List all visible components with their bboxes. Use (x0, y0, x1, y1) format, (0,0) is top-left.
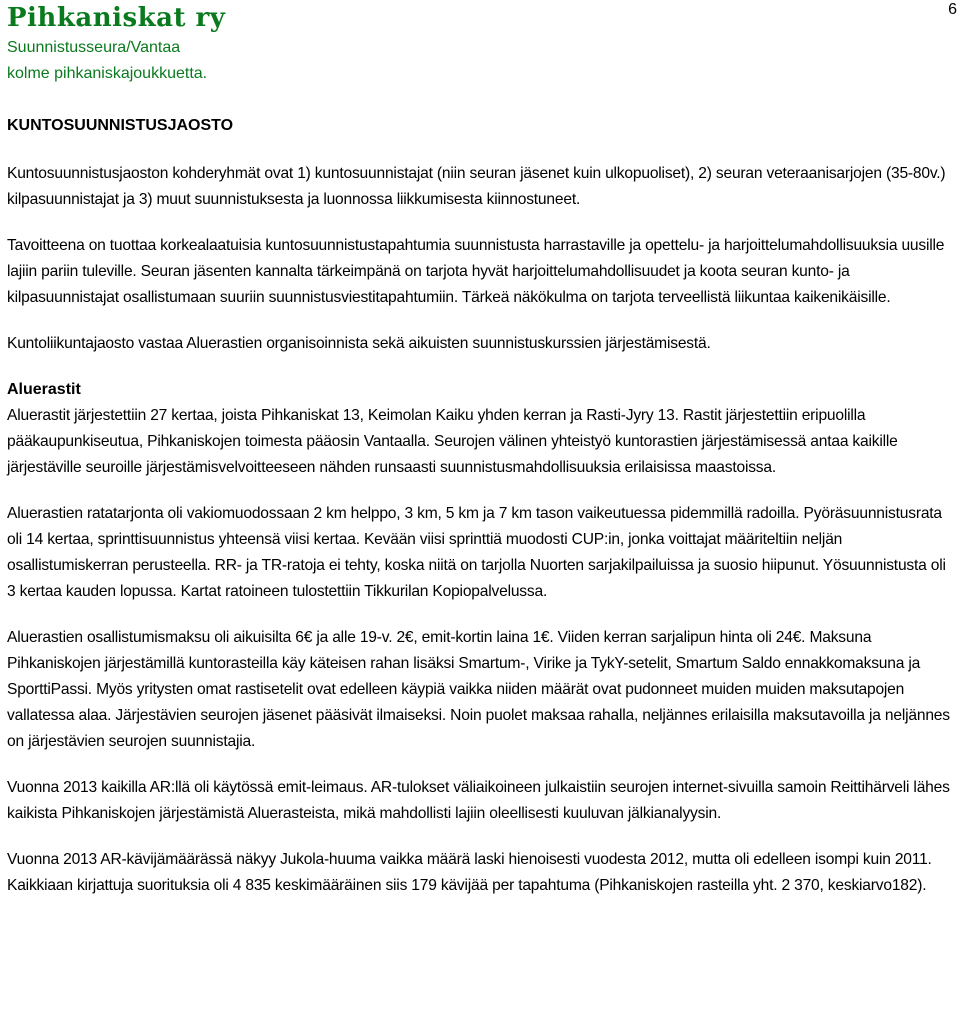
document-body (7, 161, 953, 899)
paragraph-target-groups: Kuntosuunnistusjaoston kohderyhmät ovat 1) kuntosuunnistajat (niin seuran jäsenet kuin ulkopuoliset), 2) seuran veteraanisarjojen (35-80v.) kilpasuunnistajat ja 3) muut suunnistuksesta ja luonnossa liikkumisesta kiinnostuneet. (7, 165, 946, 208)
paragraph-course-offering: Aluerastien ratatarjonta oli vakiomuodossaan 2 km helppo, 3 km, 5 km ja 7 km tason vaikeutuessa pidemmillä radoilla. Pyöräsuunnistusrata oli 14 kertaa, sprinttisuunnistus yhteensä viisi kertaa. Kevään viisi sprinttiä muodosti CUP:in, jonka voittajat määriteltiin neljän osallistumiskerran perusteella. RR- ja TR-ratoja ei tehty, koska niitä on tarjolla Nuorten sarjakilpailuissa ja suosio hiipunut. Yösuunnistusta oli 3 kertaa kauden lopussa. Kartat ratoineen tulostettiin Tikkurilan Kopiopalvelussa. (7, 505, 946, 600)
paragraph-fees: Aluerastien osallistumismaksu oli aikuisilta 6€ ja alle 19-v. 2€, emit-kortin laina 1€. Viiden kerran sarjalipun hinta oli 24€. Maksuna Pihkaniskojen järjestämillä kuntorasteilla käy käteisen rahan lisäksi Smartum-, Virike ja TykY-setelit, Smartum Saldo ennakkomaksuna ja SporttiPassi. Myös yritysten omat rastisetelit ovat edelleen käypiä vaikka niiden määrät ovat pudonneet muiden muiden maksutapojen vallatessa alaa. Järjestävien seurojen jäsenet pääsivät ilmaiseksi. Noin puolet maksaa rahalla, neljännes erilaisilla maksutavoilla ja neljännes on järjestävien seurojen suunnistajia. (7, 629, 950, 750)
paragraph-responsibilities: Kuntoliikuntajaosto vastaa Aluerastien organisoinnista sekä aikuisten suunnistuskurssien järjestämisestä. (7, 335, 711, 352)
aluerastit-heading: Aluerastit (7, 381, 81, 398)
organization-name: Pihkaniskat ry (7, 3, 226, 33)
page-number: 6 (948, 1, 957, 18)
paragraph-visitor-counts: Vuonna 2013 AR-kävijämäärässä näkyy Jukola-huuma vaikka määrä laski hienoisesti vuodesta 2012, mutta oli edelleen isompi kuin 2011. Kaikkiaan kirjattuja suorituksia oli 4 835 keskimääräinen siis 179 kävijää per tapahtuma (Pihkaniskojen rasteilla yht. 2 370, keskiarvo182). (7, 851, 932, 894)
organization-description: kolme pihkaniskajoukkuetta. (7, 65, 208, 82)
paragraph-aluerastit-count: Aluerastit järjestettiin 27 kertaa, joista Pihkaniskat 13, Keimolan Kaiku yhden kerran ja Rasti-Jyry 13. Rastit järjestettiin eripuolilla pääkaupunkiseutua, Pihkaniskojen toimesta pääosin Vantaalla. Seurojen välinen yhteistyö kuntorastien järjestämisessä antaa kaikille järjestäville seuroille järjestämisvelvoitteeseen nähden runsaasti suunnistusmahdollisuuksia erilaisissa maastoissa. (7, 407, 898, 476)
document-page (7, 0, 957, 894)
organization-subtitle: Suunnistusseura/Vantaa (7, 39, 181, 56)
paragraph-goals: Tavoitteena on tuottaa korkealaatuisia kuntosuunnistustapahtumia suunnistusta harrastaville ja opettelu- ja harjoittelumahdollisuuksia uusille lajiin pariin tuleville. Seuran jäsenten kannalta tärkeimpänä on tarjota hyvät harjoittelumahdollisuudet ja koota seuran kunto- ja kilpasuunnistajat osallistumaan suuriin suunnistusviestitapahtumiin. Tärkeä näkökulma on tarjota terveellistä liikuntaa kaikenikäisille. (7, 237, 945, 306)
section-heading: KUNTOSUUNNISTUSJAOSTO (7, 117, 234, 134)
page-header (7, 0, 957, 84)
paragraph-emit-punching: Vuonna 2013 kaikilla AR:llä oli käytössä emit-leimaus. AR-tulokset väliaikoineen julkaistiin seurojen internet-sivuilla samoin Reittihärveli lähes kaikista Pihkaniskojen järjestämistä Aluerasteista, mikä mahdollisti lajiin oleellisesti kuuluvan jälkianalyysin. (7, 779, 950, 822)
